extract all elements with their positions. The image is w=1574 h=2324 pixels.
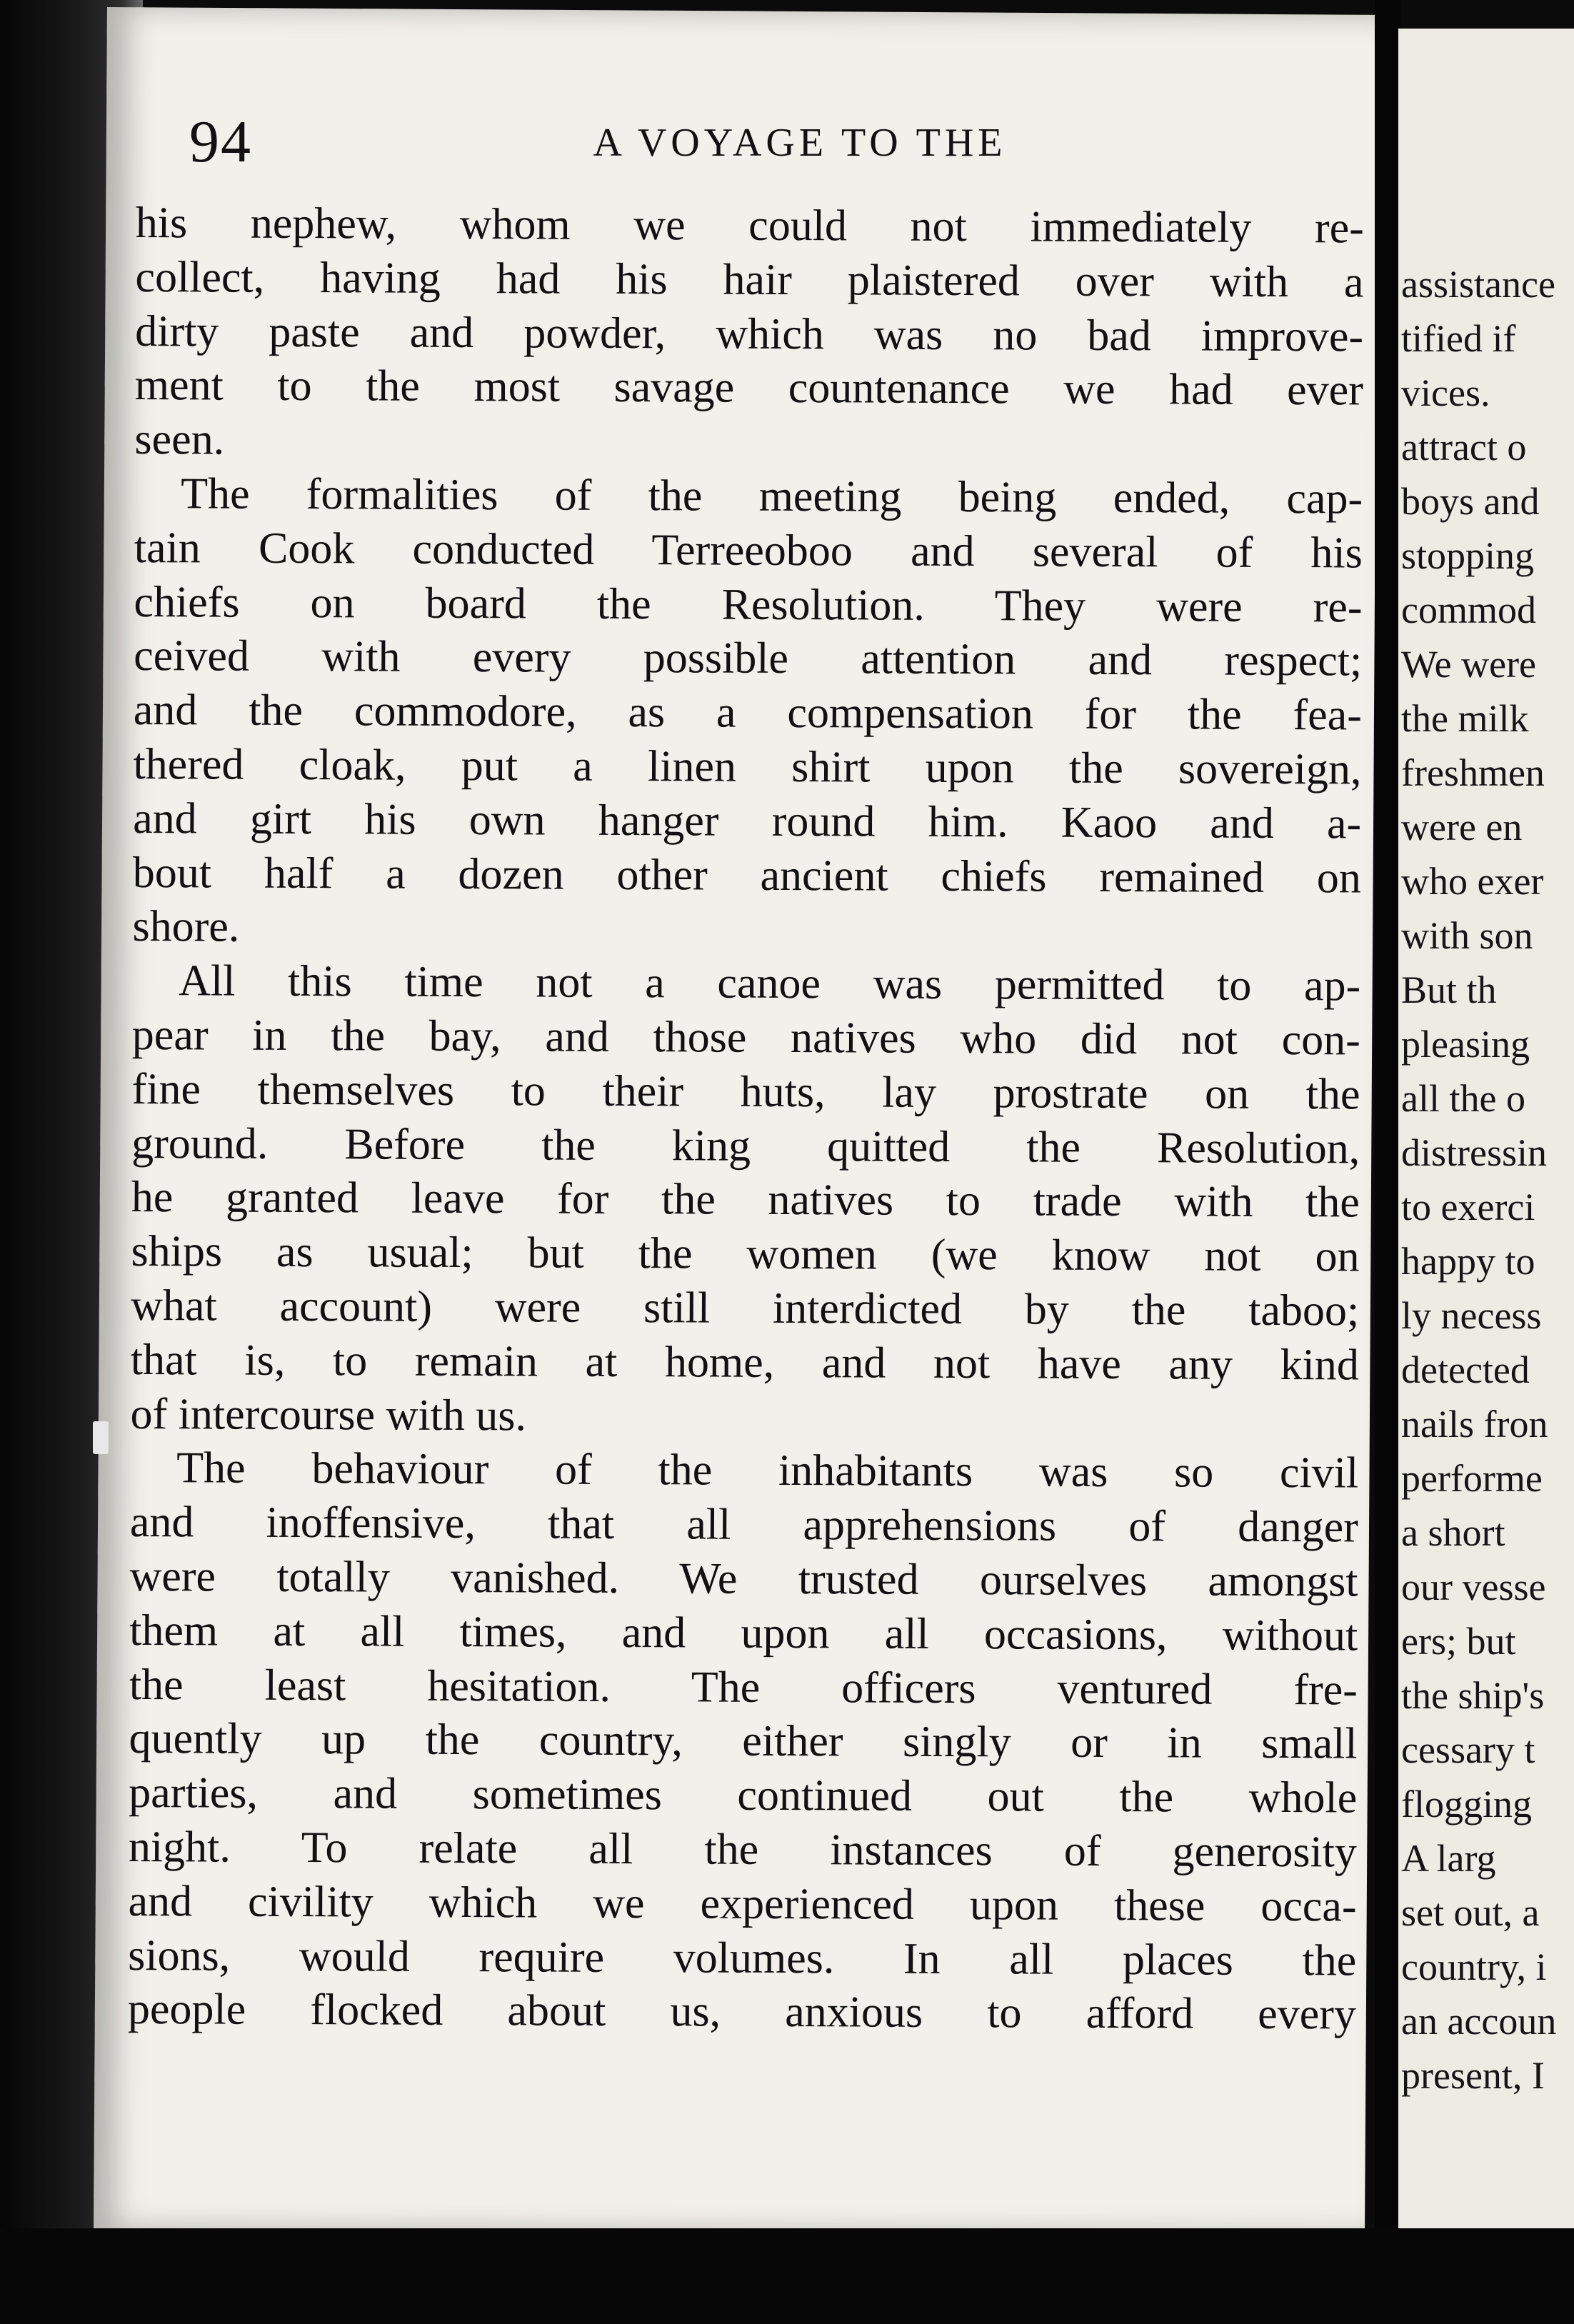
- right-line: ers; but: [1401, 1620, 1516, 1663]
- right-line: tified if: [1401, 317, 1516, 360]
- right-line: pleasing: [1401, 1023, 1530, 1066]
- text-line: ceived with every possible attention and respect;: [134, 631, 1363, 686]
- right-line: distressin: [1401, 1131, 1548, 1174]
- text-line: and the commodore, as a compensation for the fea-: [133, 686, 1362, 740]
- paragraph-start: The formalities of the meeting being ended, cap-: [181, 469, 1363, 524]
- right-line: present, I: [1401, 2054, 1545, 2097]
- right-line: freshmen: [1401, 751, 1545, 794]
- text-line: ships as usual; but the women (we know not on: [131, 1227, 1360, 1281]
- right-line: A larg: [1401, 1837, 1496, 1880]
- page-number: 94: [189, 109, 252, 175]
- text-line: of intercourse with us.: [130, 1389, 527, 1440]
- text-line: people flocked about us, anxious to afford every: [127, 1985, 1357, 2039]
- text-line: ground. Before the king quitted the Resolution,: [131, 1118, 1360, 1173]
- running-title: A VOYAGE TO THE: [593, 121, 1007, 165]
- text-line: parties, and sometimes continued out the whole: [129, 1768, 1358, 1823]
- text-line: tain Cook conducted Terreeoboo and several of his: [134, 523, 1363, 578]
- right-line: happy to: [1401, 1240, 1535, 1283]
- right-line: detected: [1401, 1348, 1530, 1391]
- right-line: ly necess: [1401, 1294, 1542, 1337]
- text-line: dirty paste and powder, which was no bad improve-: [135, 306, 1364, 361]
- text-line: pear in the bay, and those natives who did not con-: [131, 1010, 1361, 1065]
- paper-smudge: [93, 1421, 109, 1454]
- text-line: collect, having had his hair plaistered over with a: [135, 252, 1364, 307]
- text-line: quently up the country, either singly or in small: [129, 1714, 1358, 1768]
- right-line: with son: [1401, 914, 1533, 957]
- right-line: We were: [1401, 643, 1537, 686]
- right-line: boys and: [1401, 480, 1540, 523]
- right-line: the milk: [1401, 697, 1529, 740]
- text-line: night. To relate all the instances of generosity: [128, 1822, 1358, 1877]
- scan-bottom-edge: [0, 2228, 1574, 2324]
- text-line: ment to the most savage countenance we had ever: [134, 361, 1363, 415]
- right-line: attract o: [1401, 426, 1527, 469]
- right-line: But th: [1401, 968, 1497, 1011]
- text-line: and inoffensive, that all apprehensions of danger: [129, 1498, 1359, 1552]
- page-header: [189, 107, 1368, 193]
- right-line: our vesse: [1401, 1566, 1546, 1608]
- text-line: the least hesitation. The officers ventured fre-: [129, 1660, 1358, 1715]
- text-line: what account) were still interdicted by the taboo;: [131, 1281, 1360, 1336]
- right-line: set out, a: [1401, 1891, 1540, 1934]
- paragraph-start: The behaviour of the inhabitants was so civil: [176, 1443, 1359, 1498]
- right-line: commod: [1401, 588, 1536, 631]
- right-page: [1398, 29, 1574, 2235]
- paragraph-start: All this time not a canoe was permitted to ap-: [179, 956, 1361, 1011]
- right-line: cessary t: [1401, 1728, 1535, 1771]
- text-line: shore.: [132, 902, 240, 952]
- text-line: he granted leave for the natives to trade with the: [131, 1173, 1360, 1227]
- text-line: and civility which we experienced upon these occa-: [128, 1876, 1357, 1931]
- right-line: flogging: [1401, 1783, 1532, 1825]
- right-line: nails fron: [1401, 1403, 1548, 1446]
- text-line: thered cloak, put a linen shirt upon the sovereign,: [133, 739, 1362, 794]
- right-line: a short: [1401, 1511, 1505, 1554]
- text-line: seen.: [134, 415, 225, 464]
- text-line: chiefs on board the Resolution. They were re-: [134, 577, 1363, 632]
- text-line: them at all times, and upon all occasions, without: [129, 1606, 1358, 1661]
- right-page-text: [1401, 257, 1556, 2103]
- page-gutter: [1375, 0, 1400, 2324]
- body-text: [128, 196, 1378, 2043]
- right-line: who exer: [1401, 860, 1544, 903]
- text-line: were totally vanished. We trusted ourselves amongst: [129, 1551, 1358, 1606]
- right-line: all the o: [1401, 1077, 1525, 1120]
- text-line: his nephew, whom we could not immediately re-: [135, 198, 1364, 253]
- text-line: sions, would require volumes. In all places the: [128, 1930, 1357, 1985]
- right-line: country, i: [1401, 1945, 1547, 1988]
- right-line: performe: [1401, 1457, 1543, 1500]
- right-line: vices.: [1401, 371, 1490, 414]
- text-line: bout half a dozen other ancient chiefs remained on: [132, 848, 1362, 903]
- right-line: the ship's: [1401, 1674, 1545, 1717]
- right-line: to exerci: [1401, 1186, 1535, 1228]
- text-line: that is, to remain at home, and not have any kind: [130, 1335, 1360, 1390]
- right-line: stopping: [1401, 534, 1535, 577]
- right-line: assistance: [1401, 263, 1555, 306]
- right-line: were en: [1401, 806, 1523, 848]
- text-line: fine themselves to their huts, lay prostrate on the: [131, 1064, 1360, 1119]
- text-line: and girt his own hanger round him. Kaoo and a-: [133, 793, 1362, 848]
- right-line: an accoun: [1401, 2000, 1557, 2043]
